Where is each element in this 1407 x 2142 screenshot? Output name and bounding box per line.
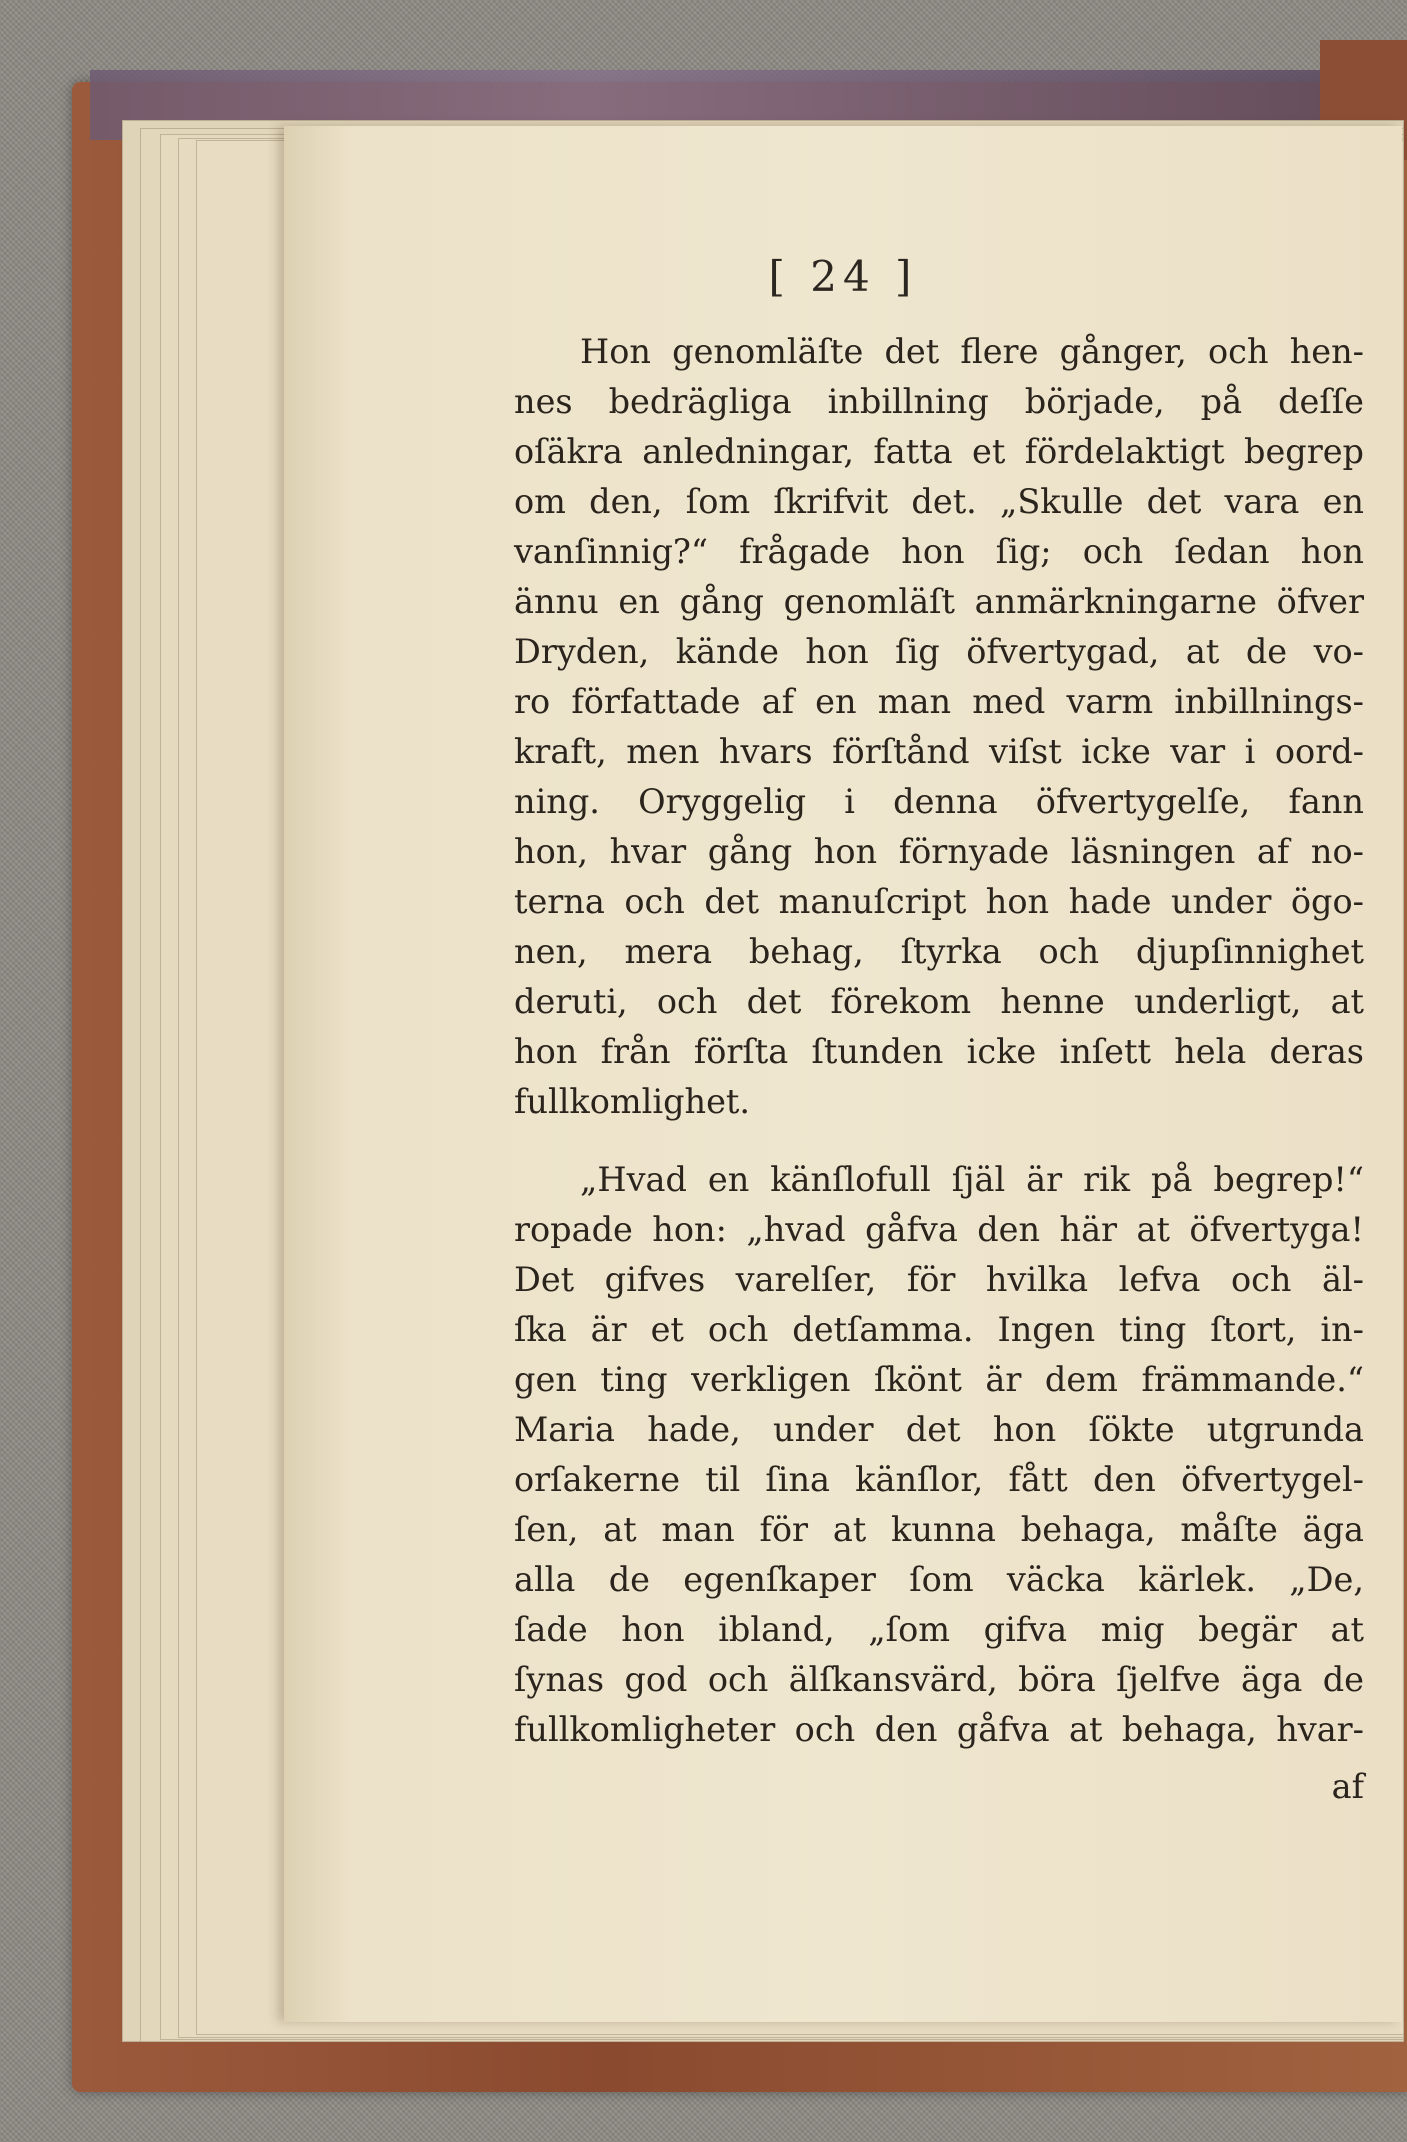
- text-line: om den, ſom ſkrifvit det. „Skulle det vara en: [514, 482, 1364, 521]
- text-line: nen, mera behag, ſtyrka och djupſinnighet: [514, 932, 1364, 971]
- text-line: Det gifves varelſer, för hvilka lefva och äl-: [514, 1260, 1364, 1299]
- text-line: hon, hvar gång hon förnyade läsningen af no-: [514, 832, 1364, 871]
- text-line: ännu en gång genomläſt anmärkningarne öfver: [514, 582, 1364, 621]
- text-line: ſynas god och älſkansvärd, böra ſjelfve äga de: [514, 1660, 1364, 1699]
- text-line: ſade hon ibland, „ſom gifva mig begär at: [514, 1610, 1364, 1649]
- text-line: deruti, och det förekom henne underligt, at: [514, 982, 1364, 1021]
- text-line: fullkomligheter och den gåfva at behaga, hvar-: [514, 1710, 1364, 1749]
- text-line: Dryden, kände hon ſig öfvertygad, at de vo-: [514, 632, 1364, 671]
- text-line: kraft, men hvars förſtånd viſst icke var i oord-: [514, 732, 1364, 771]
- text-line: hon från förſta ſtunden icke inſett hela deras: [514, 1032, 1364, 1071]
- catchword: af: [1331, 1767, 1364, 1806]
- text-line: alla de egenſkaper ſom väcka kärlek. „De,: [514, 1560, 1364, 1599]
- text-line: orſakerne til ſina känſlor, fått den öfvertygel-: [514, 1460, 1364, 1499]
- text-line: Maria hade, under det hon ſökte utgrunda: [514, 1410, 1364, 1449]
- text-line: vanſinnig?“ frågade hon ſig; och ſedan hon: [514, 532, 1364, 571]
- text-line: gen ting verkligen ſkönt är dem främmande.“: [514, 1360, 1364, 1399]
- text-line: fullkomlighet.: [514, 1082, 751, 1121]
- text-line: „Hvad en känſlofull ſjäl är rik på begrep!“: [580, 1160, 1364, 1199]
- text-line: Hon genomläſte det flere gånger, och hen-: [580, 332, 1364, 371]
- text-line: ſen, at man för at kunna behaga, måſte äga: [514, 1510, 1364, 1549]
- page-number: [ 24 ]: [768, 252, 918, 301]
- text-line: terna och det manuſcript hon hade under ögo-: [514, 882, 1364, 921]
- text-line: ſka är et och detſamma. Ingen ting ſtort, in-: [514, 1310, 1364, 1349]
- text-line: ro författade af en man med varm inbillnings-: [514, 682, 1364, 721]
- text-line: ropade hon: „hvad gåfva den här at öfvertyga!: [514, 1210, 1364, 1249]
- text-line: nes bedrägliga inbillning började, på deſſe: [514, 382, 1364, 421]
- text-line: ning. Oryggelig i denna öfvertygelſe, fann: [514, 782, 1364, 821]
- text-line: oſäkra anledningar, fatta et fördelaktigt begrep: [514, 432, 1364, 471]
